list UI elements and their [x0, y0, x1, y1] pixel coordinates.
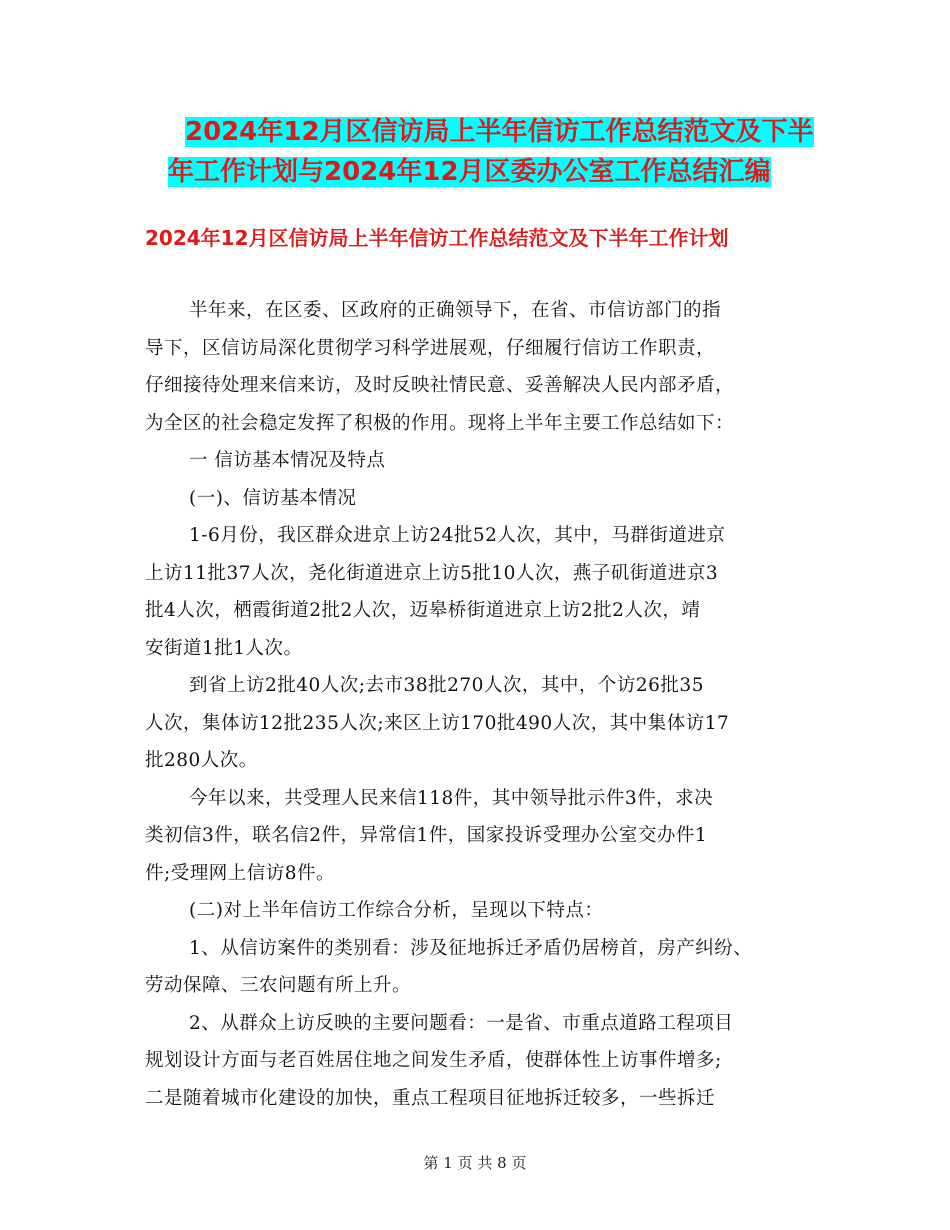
document-title [145, 112, 825, 192]
paragraph-beijing-petitions: 1-6月份，我区群众进京上访24批52人次，其中，马群街道进京 上访11批37人次，尧化街道进京上访5批10人次，燕子矶街道进京3 批4人次，栖霞街道2批2人次，迈皋桥街道进京上访2批2人次，靖 安街道1批1人次。 [145, 525, 726, 659]
paragraph-intro: 半年来，在区委、区政府的正确领导下，在省、市信访部门的指 导下，区信访局深化贯彻学习科学进展观，仔细履行信访工作职责， 仔细接待处理来信来访，及时反映社情民意、妥善解决人民内部矛盾， 为全区的社会稳定发挥了积极的作用。现将上半年主要工作总结如下： [145, 300, 735, 434]
paragraph-point-2: 2、从群众上访反映的主要问题看：一是省、市重点道路工程项目 规划设计方面与老百姓居住地之间发生矛盾，使群体性上访事件增多; 二是随着城市化建设的加快，重点工程项目征地拆迁较多，一些拆迁 [145, 1012, 734, 1109]
title-line-2: 年工作计划与2024年12月区委办公室工作总结汇编 [168, 157, 771, 187]
paragraph-point-1: 1、从信访案件的类别看：涉及征地拆迁矛盾仍居榜首，房产纠纷、 劳动保障、三农问题有所上升。 [145, 937, 753, 996]
heading-basic-situation: 一 信访基本情况及特点 [189, 450, 386, 471]
body-text [145, 292, 810, 1117]
title-line-1: 2024年12月区信访局上半年信访工作总结范文及下半 [185, 117, 814, 147]
page-number-footer: 第 1 页 共 8 页 [423, 1154, 527, 1172]
section-heading: 2024年12月区信访局上半年信访工作总结范文及下半年工作计划 [145, 226, 729, 250]
heading-basic-info: (一)、信访基本情况 [189, 487, 357, 509]
paragraph-letters: 今年以来，共受理人民来信118件，其中领导批示件3件，求决 类初信3件，联名信2件，异常信1件，国家投诉受理办公室交办件1 件;受理网上信访8件。 [145, 787, 714, 884]
heading-analysis: (二)对上半年信访工作综合分析，呈现以下特点： [189, 900, 604, 921]
paragraph-province-city-petitions: 到省上访2批40人次;去市38批270人次，其中，个访26批35 人次，集体访12批235人次;来区上访170批490人次，其中集体访17 批280人次。 [145, 675, 730, 771]
